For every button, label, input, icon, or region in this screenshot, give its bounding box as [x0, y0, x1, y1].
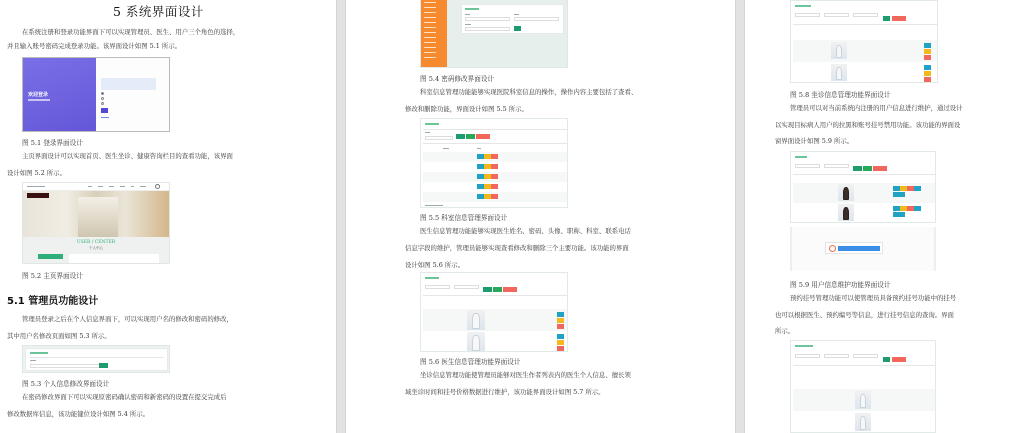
disable-booking-button	[893, 212, 905, 217]
role-radio	[101, 92, 104, 95]
login-fields	[101, 78, 156, 90]
paragraph-text: 信息字段的维护，管理员能够实现查看修改和删除三个主要功能。该功能的界面	[405, 244, 629, 252]
edit-button	[484, 174, 491, 179]
paragraph-text: 在系统注册和登录功能界面下可以实现管理员、医生、用户三个角色的选择，	[22, 28, 240, 36]
field-label	[30, 360, 36, 361]
paragraph-text: 管理员登录之后在个人信息界面下，可以实现用户名的修改和密码的修改，	[22, 315, 233, 323]
search-input	[853, 354, 878, 358]
search-button	[456, 134, 465, 139]
table-row	[793, 40, 937, 62]
paragraph-text: 在密码修改界面下可以实现原密码确认密码和新密码的设置在提交完成后	[22, 393, 227, 401]
edit-button	[484, 184, 491, 189]
figure-confirm-dialog-screenshot	[790, 227, 936, 271]
view-button	[477, 194, 484, 199]
table-row	[793, 203, 935, 223]
view-button	[477, 174, 484, 179]
edit-button	[924, 71, 931, 76]
nav-item	[140, 186, 146, 187]
search-input	[824, 13, 849, 17]
edit-button	[924, 49, 931, 54]
sidebar-item	[424, 42, 436, 43]
paragraph-text: 预约挂号管理功能可以使管理员具备预约挂号功能中的挂号	[790, 294, 957, 302]
page-gutter	[336, 0, 346, 433]
view-button	[893, 186, 900, 191]
site-logo-text	[27, 186, 45, 187]
paragraph-text: 并且输入账号密码完成登录功能。该界面设计如图 5.1 所示。	[7, 42, 181, 50]
login-welcome-panel	[23, 58, 96, 131]
search-input	[853, 13, 878, 17]
sidebar-item	[424, 17, 436, 18]
figure-department-list-screenshot	[420, 118, 568, 208]
view-button	[893, 206, 900, 211]
panel-title	[795, 345, 813, 347]
user-photo	[838, 184, 854, 201]
panel-title	[425, 277, 439, 279]
search-input	[425, 285, 450, 289]
paragraph-text: 窗界面设计如图 5.9 所示。	[775, 137, 854, 145]
page-gutter	[735, 0, 745, 433]
paragraph-text: 坐诊信息管理功能使管理员能够对医生作者列表内的医生个人信息、擅长领	[420, 371, 631, 379]
sidebar-item	[424, 32, 436, 33]
edit-button	[484, 164, 491, 169]
figure-caption: 图 5.2 主页界面设计	[22, 272, 83, 280]
table-header-line	[423, 143, 567, 144]
figure-caption: 图 5.9 用户信息维护功能界面设计	[790, 281, 891, 289]
divider	[30, 357, 164, 358]
table-row	[423, 172, 567, 182]
view-button	[477, 164, 484, 169]
sidebar-item	[424, 57, 436, 58]
sidebar-item	[424, 37, 436, 38]
edit-button	[484, 154, 491, 159]
person-silhouette	[843, 207, 849, 221]
person-silhouette	[836, 45, 842, 59]
paragraph-text: 主页界面设计可以实现首页、医生坐诊、健康咨询栏目的查看功能，该界面	[22, 152, 233, 160]
new-password-input	[514, 17, 559, 21]
sidebar-item	[424, 52, 436, 53]
section-title: 5.1 管理员功能设计	[7, 296, 99, 307]
submit-button	[514, 26, 521, 31]
search-input	[795, 164, 820, 168]
home-banner-image	[23, 191, 169, 237]
role-radio	[101, 97, 104, 100]
person-silhouette	[860, 394, 866, 408]
nav-item	[98, 186, 103, 187]
delete-button	[557, 324, 564, 329]
login-button	[101, 108, 108, 113]
edit-button	[557, 340, 564, 345]
nav-item	[88, 186, 92, 187]
paragraph-text: 其中用户名修改页面如图 5.3 所示。	[7, 332, 111, 340]
delete-button	[491, 174, 498, 179]
delete-button	[557, 346, 564, 351]
nav-item	[131, 186, 134, 187]
paragraph-text: 所示。	[775, 327, 795, 335]
search-input	[795, 354, 820, 358]
batch-delete-button	[476, 134, 490, 139]
table-header-line	[793, 174, 935, 175]
profile-tab-button	[38, 254, 63, 259]
blacklist-button	[914, 186, 921, 191]
confirm-password-input	[465, 27, 510, 31]
figure-doctor-list-screenshot	[420, 272, 568, 352]
sidebar-item	[424, 2, 436, 3]
paragraph-text: 设计如图 5.2 所示。	[7, 169, 66, 177]
delete-button	[491, 184, 498, 189]
search-input	[824, 164, 849, 168]
table-row	[423, 152, 567, 162]
table-row	[423, 309, 567, 331]
user-center-section	[23, 237, 169, 264]
paragraph-text: 管理员可以对当前系统内注册的用户信息进行维护，通过设计	[790, 104, 963, 112]
batch-delete-button	[873, 166, 887, 171]
table-header-line	[793, 365, 935, 366]
figure-caption: 图 5.8 坐诊信息管理功能界面设计	[790, 91, 891, 99]
nav-item	[109, 186, 114, 187]
table-row	[423, 331, 567, 352]
delete-button	[491, 164, 498, 169]
view-button	[477, 154, 484, 159]
batch-delete-button	[503, 287, 517, 292]
search-input	[454, 285, 479, 289]
search-button	[853, 166, 862, 171]
paragraph-text: 以实现目标病人用户的拉黑和账号挂号禁用功能。该功能的界面设	[775, 121, 961, 129]
paragraph-text: 科室信息管理功能能够实现医院科室信息的操作，操作内容主要包括了查看、	[420, 88, 638, 96]
pagination	[425, 205, 443, 206]
table-row	[793, 62, 937, 83]
view-button	[477, 184, 484, 189]
figure-consultation-list-screenshot	[790, 0, 938, 83]
password-form-card	[461, 4, 564, 34]
blacklist-button	[914, 206, 921, 211]
search-input	[795, 13, 820, 17]
led-display	[27, 193, 49, 198]
edit-button	[900, 206, 907, 211]
person-silhouette	[472, 313, 479, 329]
selected-message-text	[838, 246, 880, 251]
divider	[423, 129, 567, 130]
figure-caption: 图 5.6 医生信息管理功能界面设计	[420, 358, 521, 366]
nav-item	[120, 186, 125, 187]
field-label	[465, 24, 471, 25]
person-silhouette	[836, 67, 842, 81]
old-password-input	[465, 17, 510, 21]
figure-login-screenshot	[22, 57, 170, 132]
panel-title	[465, 8, 479, 10]
table-header-line	[793, 24, 937, 25]
add-button	[493, 287, 502, 292]
field-label	[465, 14, 470, 15]
profile-form	[69, 254, 159, 264]
admin-sidebar	[421, 0, 447, 67]
sidebar-item	[424, 22, 436, 23]
submit-button	[99, 363, 108, 368]
batch-delete-button	[892, 16, 906, 21]
figure-password-edit-screenshot	[420, 0, 568, 68]
chapter-title: 5 系统界面设计	[113, 4, 204, 19]
figure-caption: 图 5.5 科室信息管理界面设计	[420, 214, 508, 222]
paragraph-text: 修改数据库信息，该功能键位设计如图 5.4 所示。	[7, 410, 150, 418]
search-button	[483, 287, 492, 292]
search-input	[824, 354, 849, 358]
view-button	[924, 65, 931, 70]
sidebar-item	[424, 7, 436, 8]
paragraph-text: 修改和删除功能，界面设计如图 5.5 所示。	[405, 105, 528, 113]
person-silhouette	[472, 335, 479, 351]
person-silhouette	[843, 187, 849, 201]
table-row	[423, 192, 567, 202]
paragraph-text: 医生信息管理功能能够实现医生姓名、密码、头像、职称、科室、联系电话	[420, 227, 631, 235]
home-navbar	[23, 183, 169, 191]
user-photo	[838, 204, 854, 221]
paragraph-text: 设计如图 5.6 所示。	[405, 261, 464, 269]
paragraph-text: 域坐诊时间和挂号价格数据进行维护，该功能界面设计如图 5.7 所示。	[405, 388, 605, 396]
document-page-2	[347, 0, 735, 433]
confirm-dialog	[825, 242, 883, 254]
warning-icon	[829, 245, 836, 252]
delete-button	[491, 154, 498, 159]
user-center-subtitle: 个人中心	[89, 246, 103, 250]
panel-title	[425, 123, 439, 125]
figure-caption: 图 5.1 登录界面设计	[22, 139, 83, 147]
delete-button	[907, 206, 914, 211]
delete-button	[924, 55, 931, 60]
edit-button	[557, 318, 564, 323]
table-row	[423, 182, 567, 192]
doctor-photo	[855, 391, 871, 409]
view-button	[924, 43, 931, 48]
person-silhouette	[860, 416, 866, 430]
welcome-text: 欢迎登录	[28, 92, 49, 98]
search-button	[883, 357, 890, 362]
username-input	[30, 364, 100, 368]
sidebar-item	[424, 12, 436, 13]
column-header	[477, 148, 481, 149]
delete-button	[491, 194, 498, 199]
field-label	[514, 14, 519, 15]
corridor-scene	[78, 197, 118, 237]
table-row	[793, 411, 935, 433]
paragraph-text: 也可以根据医生、预约编号等信息，进行挂号信息的查询。界面	[775, 311, 954, 319]
batch-delete-button	[892, 357, 906, 362]
doctor-photo	[831, 42, 847, 59]
user-avatar-icon	[155, 184, 160, 189]
figure-user-list-screenshot	[790, 151, 936, 223]
figure-caption: 图 5.3 个人信息修改界面设计	[22, 380, 110, 388]
figure-appointment-list-screenshot	[790, 340, 936, 433]
document-page-3	[746, 0, 1024, 433]
panel-title	[795, 5, 811, 7]
view-button	[557, 334, 564, 339]
profile-edit-card	[25, 348, 168, 371]
figure-home-screenshot	[22, 182, 170, 264]
doctor-photo	[467, 332, 485, 352]
table-row	[793, 389, 935, 411]
table-row	[423, 162, 567, 172]
doctor-photo	[467, 310, 485, 330]
table-header-line	[423, 295, 567, 296]
welcome-subtitle-line	[28, 99, 50, 101]
panel-title	[795, 156, 807, 158]
add-button	[466, 134, 475, 139]
table-row	[793, 183, 935, 203]
user-center-title: USER / CENTER	[76, 240, 116, 245]
delete-button	[924, 77, 931, 82]
disable-booking-button	[893, 192, 905, 197]
panel-title	[30, 352, 48, 354]
edit-button	[484, 194, 491, 199]
search-label	[425, 132, 430, 133]
doctor-photo	[831, 64, 847, 81]
view-button	[557, 312, 564, 317]
search-button	[883, 16, 890, 21]
search-input	[425, 136, 453, 140]
add-button	[863, 166, 872, 171]
role-radio	[101, 102, 104, 105]
register-link	[101, 117, 109, 118]
figure-profile-edit-screenshot	[22, 345, 170, 373]
column-header	[443, 148, 449, 149]
edit-button	[900, 186, 907, 191]
sidebar-item	[424, 27, 436, 28]
doctor-photo	[855, 413, 871, 431]
figure-caption: 图 5.4 密码修改界面设计	[420, 75, 495, 83]
delete-button	[907, 186, 914, 191]
login-form-panel	[96, 58, 169, 131]
sidebar-item	[424, 47, 436, 48]
document-page-1	[0, 0, 336, 433]
